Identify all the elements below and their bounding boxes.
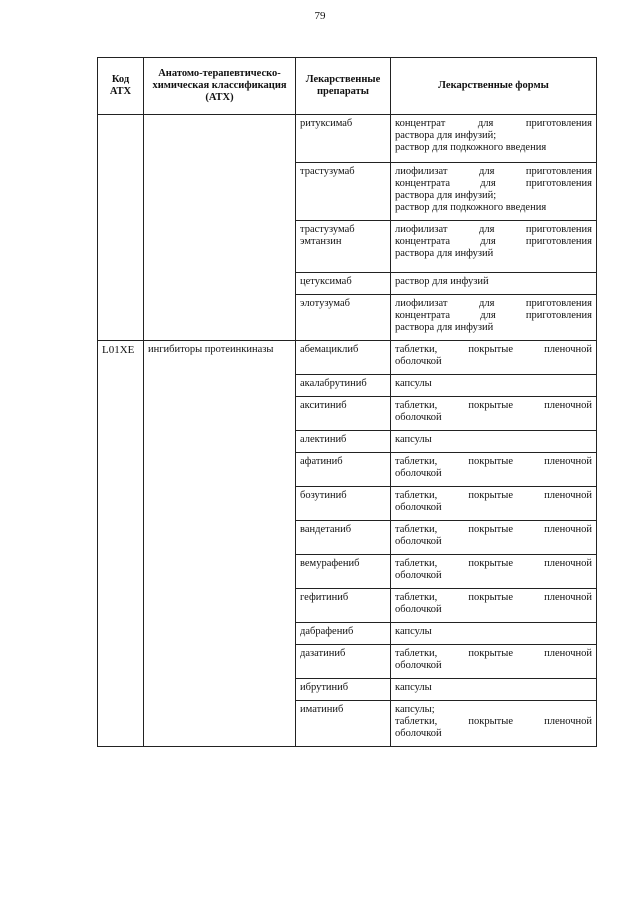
drug-cell: иматиниб	[296, 701, 391, 747]
form-line: оболочкой	[395, 356, 442, 367]
forms-cell	[391, 375, 597, 397]
form-line: таблетки, покрытые пленочной	[395, 592, 592, 603]
form-line: таблетки, покрытые пленочной	[395, 558, 592, 569]
drug-cell	[296, 163, 391, 221]
form-line: концентрата для приготовления	[395, 310, 592, 321]
drug-cell: дазатиниб	[296, 645, 391, 679]
table-row	[98, 115, 597, 163]
form-line: оболочкой	[395, 412, 442, 423]
form-line: капсулы	[395, 378, 432, 389]
forms-cell	[391, 453, 597, 487]
drug-cell: афатиниб	[296, 453, 391, 487]
drug-cell: вемурафениб	[296, 555, 391, 589]
drug-cell: вандетаниб	[296, 521, 391, 555]
header-drugs: Лекарственные препараты	[296, 58, 391, 115]
drug-cell: гефитиниб	[296, 589, 391, 623]
drug-name: ритуксимаб	[300, 118, 353, 129]
forms-cell	[391, 623, 597, 645]
drug-cell: алектиниб	[296, 431, 391, 453]
form-line: таблетки, покрытые пленочной	[395, 648, 592, 659]
forms-cell	[391, 555, 597, 589]
form-line: лиофилизат для приготовления	[395, 166, 592, 177]
drug-name: трастузумаб	[300, 166, 355, 177]
form-line: таблетки, покрытые пленочной	[395, 400, 592, 411]
drug-name-line: эмтанзин	[300, 236, 342, 247]
form-line: концентрата для приготовления	[395, 236, 592, 247]
forms-cell	[391, 295, 597, 341]
classification-cell-empty	[144, 115, 296, 341]
drug-name: цетуксимаб	[300, 276, 352, 287]
form-line: концентрат для приготовления	[395, 118, 592, 129]
form-line: таблетки, покрытые пленочной	[395, 524, 592, 535]
form-line: лиофилизат для приготовления	[395, 298, 592, 309]
drug-cell	[296, 273, 391, 295]
form-line: раствора для инфузий	[395, 322, 494, 333]
drug-cell: дабрафениб	[296, 623, 391, 645]
code-cell-empty	[98, 115, 144, 341]
drug-cell	[296, 221, 391, 273]
header-classification: Анатомо-терапевтическо-химическая классификация (АТХ)	[144, 58, 296, 115]
forms-cell	[391, 163, 597, 221]
form-line: капсулы;	[395, 704, 435, 715]
forms-cell	[391, 645, 597, 679]
drug-cell: абемациклиб	[296, 341, 391, 375]
forms-cell	[391, 221, 597, 273]
forms-cell	[391, 397, 597, 431]
form-line: раствор для подкожного введения	[395, 202, 547, 213]
table-header-row	[98, 58, 597, 115]
form-line: раствора для инфузий;	[395, 130, 497, 141]
form-line: таблетки, покрытые пленочной	[395, 716, 592, 727]
header-code: Код АТХ	[98, 58, 144, 115]
form-line: раствор для подкожного введения	[395, 142, 547, 153]
form-line: оболочкой	[395, 502, 442, 513]
form-line: оболочкой	[395, 604, 442, 615]
forms-cell	[391, 701, 597, 747]
form-line: капсулы	[395, 626, 432, 637]
form-line: концентрата для приготовления	[395, 178, 592, 189]
forms-cell	[391, 431, 597, 453]
header-forms: Лекарственные формы	[391, 58, 597, 115]
drug-cell: ибрутиниб	[296, 679, 391, 701]
form-line: оболочкой	[395, 468, 442, 479]
forms-cell	[391, 341, 597, 375]
form-line: оболочкой	[395, 536, 442, 547]
drug-cell	[296, 295, 391, 341]
form-line: оболочкой	[395, 660, 442, 671]
form-line: оболочкой	[395, 728, 442, 739]
form-line: лиофилизат для приготовления	[395, 224, 592, 235]
table-body	[98, 115, 597, 747]
drug-name: элотузумаб	[300, 298, 350, 309]
drug-cell: акситиниб	[296, 397, 391, 431]
atx-code: L01XE	[98, 341, 144, 747]
form-line: раствор для инфузий	[395, 276, 489, 287]
form-line: раствора для инфузий;	[395, 190, 497, 201]
forms-cell	[391, 115, 597, 163]
drug-cell: акалабрутиниб	[296, 375, 391, 397]
forms-cell	[391, 679, 597, 701]
drug-cell: бозутиниб	[296, 487, 391, 521]
form-line: капсулы	[395, 434, 432, 445]
forms-cell	[391, 521, 597, 555]
form-line: таблетки, покрытые пленочной	[395, 490, 592, 501]
table-row	[98, 341, 597, 375]
atx-classification: ингибиторы протеинкиназы	[144, 341, 296, 747]
drug-cell	[296, 115, 391, 163]
atx-table	[97, 57, 597, 747]
forms-cell	[391, 589, 597, 623]
form-line: таблетки, покрытые пленочной	[395, 456, 592, 467]
form-line: таблетки, покрытые пленочной	[395, 344, 592, 355]
form-line: раствора для инфузий	[395, 248, 494, 259]
form-line: оболочкой	[395, 570, 442, 581]
page-number: 79	[314, 10, 326, 22]
drug-name-line: трастузумаб	[300, 224, 355, 235]
form-line: капсулы	[395, 682, 432, 693]
forms-cell	[391, 487, 597, 521]
forms-cell	[391, 273, 597, 295]
